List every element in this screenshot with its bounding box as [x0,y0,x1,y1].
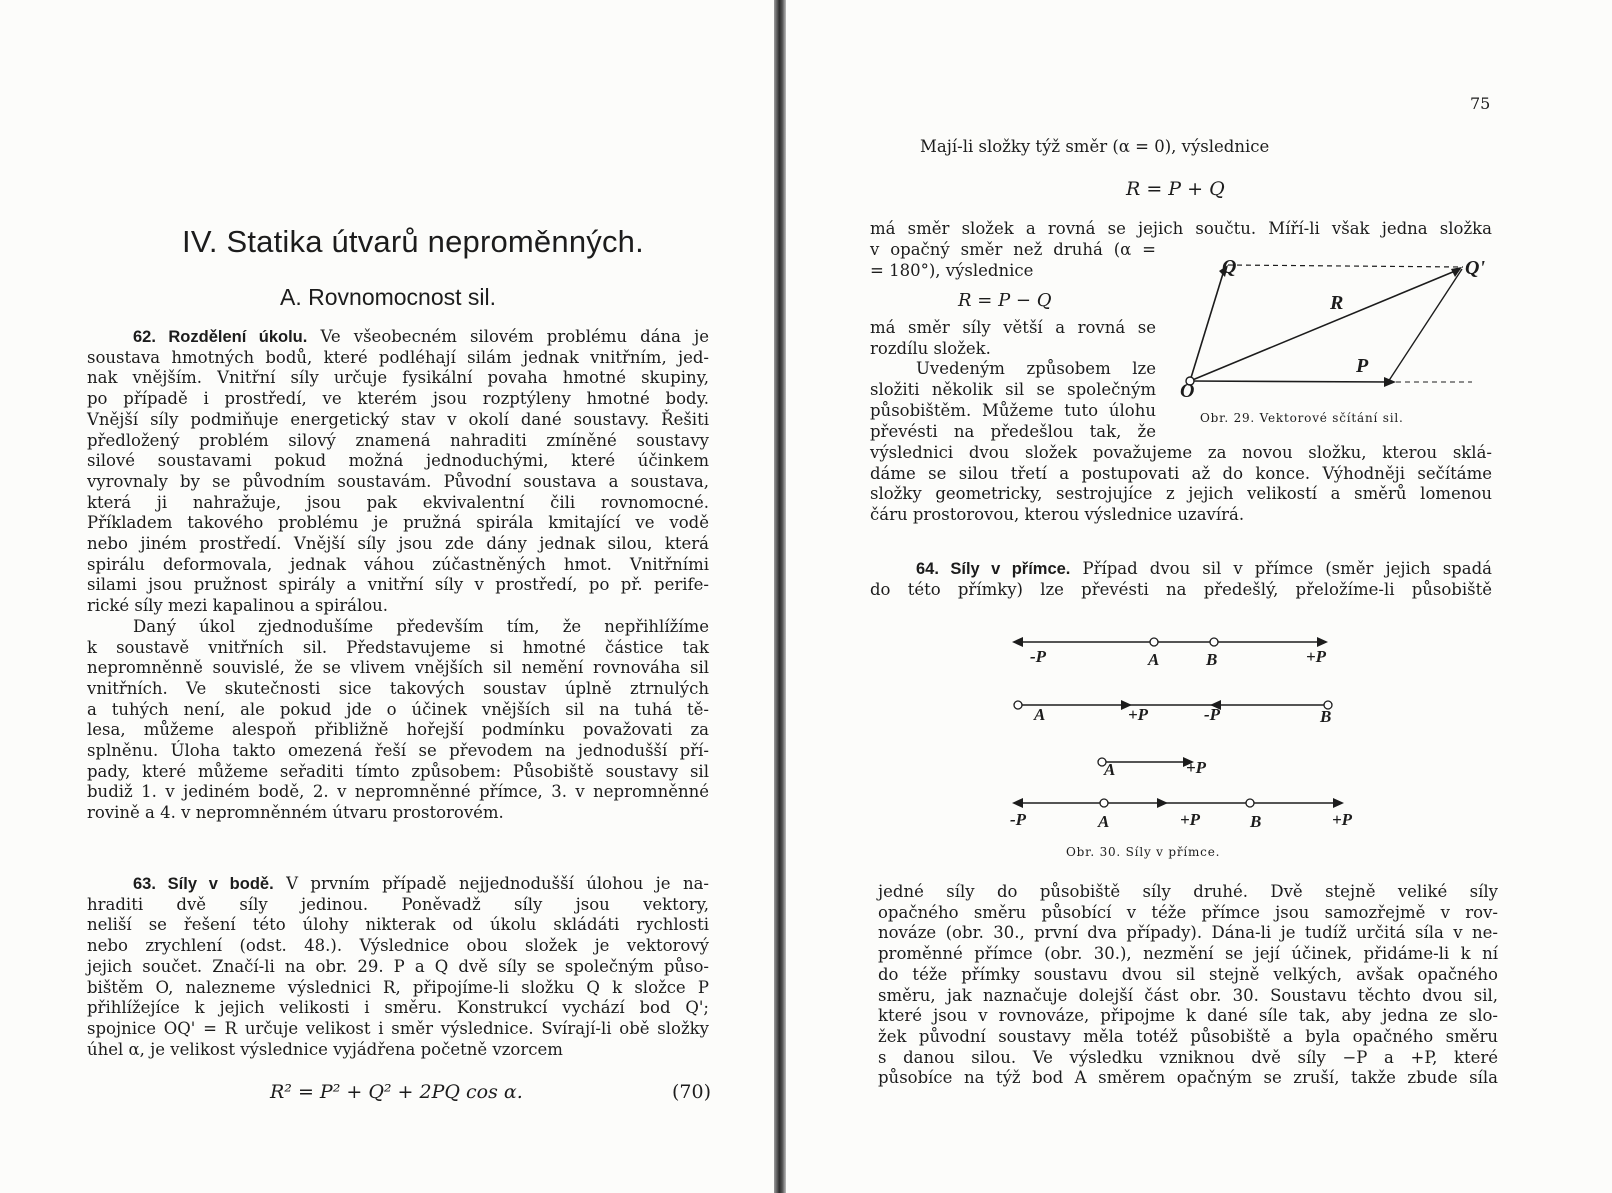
text-line: silové soustavami pokud možná jednoduchými, které účinkem [87,451,709,471]
fig30-label: B [1206,650,1218,669]
paragraph-bottom [878,882,1498,1089]
row4-arrow-right [1333,798,1344,808]
text-line: bištěm O, nalezneme výslednici R, připojíme-li složku Q k složce P [87,977,709,997]
row4-arrow-left [1012,798,1023,808]
text-line: silami jsou pružnost spirály a vnitřní síly v prostředí, po př. perife- [87,575,709,595]
section-heading: 63. Síly v bodě. [133,875,274,893]
text-line: působištěm. Můžeme tuto úlohu [870,400,1156,420]
text-line: neliší se řešení této úlohy nikterak od úkolu skládáti rychlosti [87,915,709,935]
text-line: čáru prostorovou, kterou výslednice uzavírá. [870,505,1245,525]
text-line: směru, jak naznačuje dolejší část obr. 30. Soustavu těchto dvou sil, [878,985,1498,1005]
equation-70: R² = P² + Q² + 2PQ cos α. [270,1081,523,1103]
text-line: spojnice OQ' = R určuje velikost i směr výslednice. Svírají-li obě složky [87,1018,709,1038]
fig30-label: +P [1128,705,1149,724]
label-r: R [1330,292,1344,314]
parallel-line [1388,269,1462,382]
fig30-label: +P [1186,758,1207,777]
text-line: hraditi dvě síly jedinou. Poněvadž síly jsou vektory, [87,894,709,914]
fig30-label: -P [1030,647,1047,666]
text-line: po případě i prostředí, ve kterém jsou rozptýleny hmotné body. [87,389,709,409]
fig30-label: -P [1010,810,1027,829]
text-line: přihlížejíce k jejich velikosti i směru. Konstrukcí vychází bod Q'; [87,998,709,1018]
section-heading: 62. Rozdělení úkolu. [133,328,308,346]
text-line: rovině a 4. v nepromněnném útvaru prostorovém. [87,803,504,823]
text-line: má směr složek a rovná se jejich součtu. Míří-li však jedna složka [870,219,1492,238]
label-p: P [1356,355,1369,377]
fig30-label: +P [1180,810,1201,829]
text-line: jejich součet. Značí-li na obr. 29. P a Q dvě síly se společným půso- [87,956,709,976]
text-line: působíce na týž bod A směrem opačným se zruší, takže zbude síla [878,1068,1498,1088]
text-line: lesa, můžeme alespoň přibližně hořejší podmínku považovati za [87,720,709,740]
text-line: vnitřních. Ve skutečnosti sice takových soustav úplně ztrnulých [87,678,709,698]
paragraph-narrow-2 [870,318,1156,442]
text-line: = 180°), výslednice [870,260,1034,280]
row4-point-a [1100,799,1108,807]
fig30-label: A [1098,812,1110,831]
text-line: složiti několik sil se společným [870,380,1156,400]
text-span: Případ dvou sil v přímce (směr jejich spadá [1082,559,1492,578]
paragraph-62 [87,327,709,824]
text-line: vyrovnaly by se původním soustavám. Původní soustava a soustava, [87,471,709,491]
text-line: a tuhých není, ale pokud jde o účinek vnějších sil na tuhá tě- [87,699,709,719]
text-line: složky geometricky, sestrojujíce z jejich velikostí a směrů lomenou [870,484,1492,504]
text-line [870,559,1492,580]
text-line: Daný úkol zjednodušíme především tím, že nepřihlížíme [133,616,709,636]
text-line: s danou silou. Ve výsledku vzniknou dvě síly −P a +P, které [878,1047,1498,1067]
fig30-label: +P [1306,647,1327,666]
figure-29-caption: Obr. 29. Vektorové sčítání sil. [1200,411,1404,425]
figure-29-diagram [1170,255,1490,430]
text-line: nak vnějším. Vnitřní síly určuje fysikální povaha hmotné skupiny, [87,368,709,388]
equation-number: (70) [672,1081,712,1103]
text-line: pady, které můžeme seřaditi tímto způsobem: Působiště soustavy sil [87,761,709,781]
text-line: předložený problém silový znamená nahraditi zmíněné soustavy [87,430,709,450]
text-line: nebo zrychlení (odst. 48.). Výslednice obou složek je vektorový [87,936,709,956]
text-line: Příkladem takového problému je pružná spirála kmitající ve vodě [87,513,709,533]
page-number: 75 [1470,94,1491,113]
fig30-label: -P [1204,705,1221,724]
text-line: úhel α, je velikost výslednice vyjádřena početně vzorcem [87,1039,563,1059]
section-heading: 64. Síly v přímce. [916,560,1071,578]
text-line: opačného směru působící v téže přímce jsou samozřejmě v rov- [878,902,1498,922]
text-line [87,874,709,895]
paragraph-narrow [870,240,1156,281]
equation-sum: R = P + Q [1126,178,1225,200]
equation-diff: R = P − Q [958,290,1052,311]
vector-r-line [1190,269,1460,381]
section-title: A. Rovnomocnost sil. [280,284,497,310]
fig30-label: +P [1332,810,1353,829]
text-line: které jsou v rovnováze, připojme k dané síle tak, aby jedna ze slo- [878,1006,1498,1026]
row1-point-a [1150,638,1158,646]
label-q-prime: Q' [1465,257,1485,279]
text-line: dáme se silou třetí a postupovati až do konce. Výhodněji sečítáme [870,463,1492,483]
vector-p-line [1190,381,1393,382]
chapter-title: IV. Statika útvarů neproměnných. [182,224,644,259]
fig30-label: B [1320,707,1332,726]
text-line: budiž 1. v jediném bodě, 2. v nepromněnné přímce, 3. v nepromněnné [87,782,709,802]
text-span: V prvním případě nejjednodušší úlohou je na- [286,874,710,893]
text-line: výslednici dvou složek považujeme za novou složku, kterou sklá- [870,443,1492,462]
text-line: v opačný směr než druhá (α = [870,240,1156,259]
fig30-label: A [1034,705,1046,724]
paragraph-63 [87,874,709,1060]
text-line: nováze (obr. 30., první dva případy). Dána-li je tudíž určitá síla v ne- [878,923,1498,943]
text-line: nebo jiném prostředí. Vnější síly jsou zde dány jednak silou, která [87,534,709,554]
row1-arrow-left [1012,637,1023,647]
label-o: O [1180,380,1195,402]
label-q: Q [1222,256,1237,278]
paragraph-full [870,443,1492,526]
row1-point-b [1210,638,1218,646]
text-line: k soustavě vnitřních sil. Představujeme si hmotné částice tak [87,637,709,657]
text-line: proměnné přímce (obr. 30.), nezmění se její účinek, přidáme-li k ní [878,944,1498,964]
vector-q-line [1190,267,1225,381]
row4-point-b [1246,799,1254,807]
figure-30-caption: Obr. 30. Síly v přímce. [1066,845,1221,859]
text-line: převésti na předešlou tak, že [870,421,1156,441]
text-line: rické síly mezi kapalinou a spirálou. [87,596,389,616]
text-line: do této přímky) lze převésti na předešlý, přeložíme-li působiště [870,579,1492,599]
text-line: splněnu. Úloha takto omezená řeší se převodem na jednodušší pří- [87,741,709,761]
paragraph-64 [870,559,1492,600]
text-line: Uvedeným způsobem lze [916,359,1156,379]
text-line [87,327,709,348]
text-span: Ve všeobecném silovém problému dána je [320,327,709,346]
dashed-line-qq [1228,265,1463,267]
text-line: jedné síly do působiště síly druhé. Dvě stejně veliké síly [878,882,1498,901]
text-line: žek původní soustavy měla totéž působiště a byla opačného směru [878,1026,1498,1046]
fig30-label: A [1104,760,1116,779]
fig30-label: B [1250,812,1262,831]
row2-point-a [1014,701,1022,709]
text-line: Mají-li složky týž směr (α = 0), výslednice [920,137,1270,156]
fig30-label: A [1148,650,1160,669]
text-line: rozdílu složek. [870,338,991,358]
text-line: spirálu deformovala, jednak váhou zúčastněných hmot. Vnitřními [87,554,709,574]
text-line: soustava hmotných bodů, které podléhají silám jednak vnitřním, jed- [87,347,709,367]
text-line: má směr síly větší a rovná se [870,318,1156,337]
text-line: Vnější síly podmiňuje energetický stav v okolí dané soustavy. Řešiti [87,409,709,429]
text-line: do téže přímky soustavu dvou sil stejně velkých, avšak opačného [878,964,1498,984]
text-line: nepromněnně souvislé, že se vlivem vnějších sil nemění rovnováha sil [87,658,709,678]
row1-arrow-right [1317,637,1328,647]
book-gutter [774,0,786,1193]
text-line: která ji nahražuje, jsou pak ekvivalentní čili rovnomocné. [87,492,709,512]
row4-arrow-mid [1157,798,1168,808]
